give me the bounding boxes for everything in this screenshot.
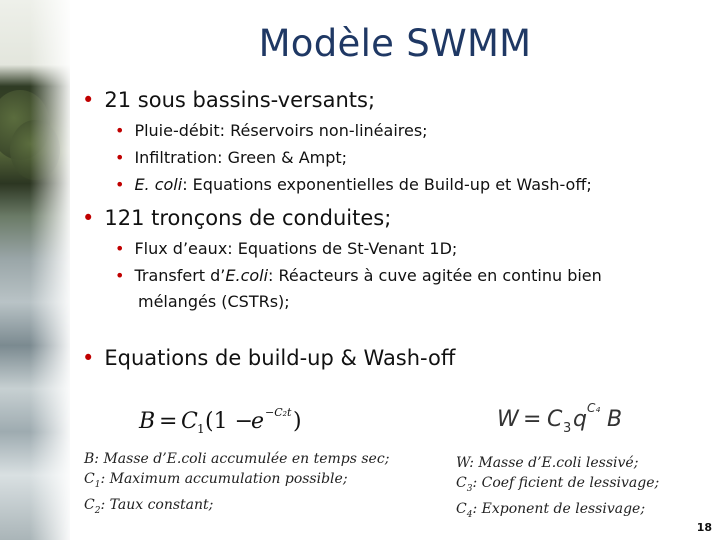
svg-text:1: 1 (197, 422, 205, 436)
bullet-dot: • (115, 148, 125, 167)
bullet-subbasins (82, 88, 375, 112)
ecoli-italic: E. coli (134, 175, 183, 194)
legend-subscript: 1 (94, 479, 101, 490)
legend-symbol: C (456, 475, 467, 491)
svg-text:=: = (523, 407, 542, 432)
bullet-water-flow (115, 239, 457, 258)
svg-text:=: = (159, 409, 178, 434)
bullet-rainfall-runoff (115, 121, 428, 140)
legend-line-C3 (456, 473, 659, 499)
bullet-buildup-washoff (82, 346, 455, 370)
washoff-equation (495, 396, 645, 438)
bullet-text: Pluie-débit: Réservoirs non-linéaires; (134, 121, 428, 140)
svg-text:C₄: C₄ (587, 401, 601, 415)
legend-symbol: W (456, 455, 470, 471)
bullet-infiltration (115, 148, 347, 167)
svg-text:−C₂t: −C₂t (265, 406, 292, 419)
bullet-text: 121 tronçons de conduites; (104, 206, 392, 230)
bullet-text: : Réacteurs à cuve agitée en continu bien (268, 266, 602, 285)
bullet-ecoli-transfer-line2: mélangés (CSTRs); (138, 292, 290, 311)
svg-text:): ) (293, 409, 302, 434)
legend-line-C4 (456, 499, 659, 525)
legend-text: : Maximum accumulation possible; (100, 471, 348, 487)
legend-line-B (84, 449, 389, 469)
bullet-dot: • (115, 175, 125, 194)
svg-text:C: C (547, 407, 563, 432)
slide-title: Modèle SWMM (258, 22, 532, 65)
legend-line-C2 (84, 495, 389, 521)
bullet-dot: • (115, 121, 125, 140)
bullet-text: Infiltration: Green & Ampt; (134, 148, 348, 167)
svg-text:3: 3 (563, 421, 572, 436)
svg-text:q: q (573, 407, 587, 432)
page-number: 18 (696, 521, 712, 534)
legend-subscript: 2 (94, 505, 101, 516)
svg-text:W: W (497, 407, 519, 432)
bullet-ecoli-transfer (115, 266, 602, 285)
legend-subscript: 4 (466, 509, 473, 520)
legend-subscript: 3 (466, 483, 473, 494)
bullet-text: Transfert d’ (134, 266, 226, 285)
bullet-text: Flux d’eaux: Equations de St-Venant 1D; (134, 239, 458, 258)
legend-symbol: C (84, 471, 95, 487)
buildup-equation (135, 398, 315, 440)
legend-symbol: C (84, 496, 95, 513)
bullet-dot: • (82, 206, 95, 230)
svg-text:B: B (139, 409, 156, 434)
ecoli-italic: E.coli (225, 266, 269, 285)
background-photo-strip (0, 0, 70, 540)
legend-line-C1 (84, 469, 389, 495)
svg-text:C: C (181, 409, 198, 434)
legend-text: : Masse d’E.coli lessivé; (469, 455, 639, 471)
legend-text: : Taux constant; (100, 496, 214, 513)
legend-symbol: C (456, 500, 467, 517)
bullet-text: : Equations exponentielles de Build-up et Wash-off; (182, 175, 592, 194)
bullet-dot: • (115, 239, 125, 258)
bullet-ecoli-equations (115, 175, 592, 194)
washoff-legend (456, 453, 659, 525)
bullet-text: Equations de build-up & Wash-off (104, 346, 456, 370)
tree-foliage (10, 120, 60, 180)
bullet-conduits (82, 206, 391, 230)
bullet-dot: • (82, 346, 95, 370)
legend-line-W (456, 453, 659, 473)
bullet-text: 21 sous bassins-versants; (104, 88, 376, 112)
legend-text: : Coef ficient de lessivage; (472, 475, 660, 491)
svg-text:B: B (607, 407, 623, 432)
legend-text: : Masse d’E.coli accumulée en temps sec; (94, 451, 390, 467)
svg-text:(1 −: (1 − (205, 409, 254, 434)
legend-symbol: B (84, 451, 95, 467)
bullet-dot: • (115, 266, 125, 285)
legend-text: : Exponent de lessivage; (472, 500, 646, 517)
svg-text:e: e (251, 409, 265, 434)
buildup-legend (84, 449, 389, 521)
bullet-dot: • (82, 88, 95, 112)
